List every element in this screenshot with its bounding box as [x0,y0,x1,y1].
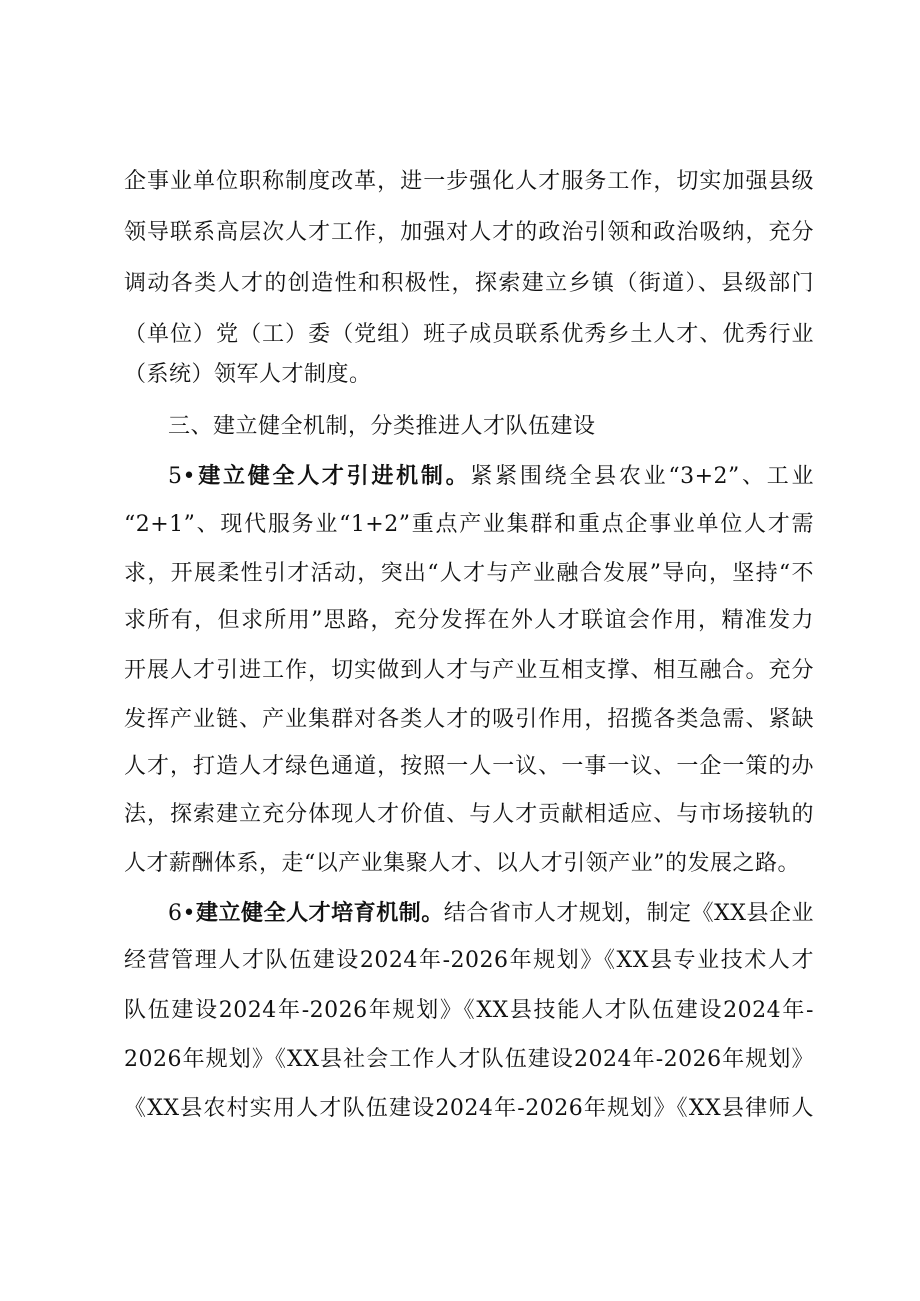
para6-line-2: 经营管理人才队伍建设2024年-2026年规划》《XX县专业技术人才 [124,948,814,973]
para6-line-5: 《XX县农村实用人才队伍建设2024年-2026年规划》《XX县律师人 [124,1096,814,1121]
para5-line-2: “2+1”、现代服务业“1+2”重点产业集群和重点企事业单位人才需 [124,512,814,537]
para5-line-5: 开展人才引进工作，切实做到人才与产业互相支撑、相互融合。充分 [124,658,814,683]
para1-line-3: 调动各类人才的创造性和积极性，探索建立乡镇（街道）、县级部门 [124,271,814,296]
para1-line-4: （单位）党（工）委（党组）班子成员联系优秀乡土人才、优秀行业 [124,322,814,347]
para1-line-1: 企事业单位职称制度改革，进一步强化人才服务工作，切实加强县级 [124,169,814,194]
para6-first-line-rest: 结合省市人才规划，制定《XX县企业 [443,901,814,926]
para5-line-8: 法，探索建立充分体现人才价值、与人才贡献相适应、与市场接轨的 [124,802,814,827]
para6-line-3: 队伍建设2024年-2026年规划》《XX县技能人才队伍建设2024年- [124,998,814,1023]
para1-line-2: 领导联系高层次人才工作，加强对人才的政治引领和政治吸纳，充分 [124,220,814,245]
para5-line-6: 发挥产业链、产业集群对各类人才的吸引作用，招揽各类急需、紧缺 [124,707,814,732]
para1-line-5: （系统）领军人才制度。 [124,362,372,387]
section-heading: 三、建立健全机制，分类推进人才队伍建设 [168,414,596,439]
para5-title: 建立健全人才引进机制。 [195,463,471,489]
para6-number: 6• [168,901,196,926]
para5-line-3: 求，开展柔性引才活动，突出“人才与产业融合发展”导向，坚持“不 [124,561,814,586]
para5-first-line [168,461,814,492]
para5-line-4: 求所有，但求所用”思路，充分发挥在外人才联谊会作用，精准发力 [124,608,814,633]
para6-line-4: 2026年规划》《XX县社会工作人才队伍建设2024年-2026年规划》 [124,1047,814,1072]
para6-first-line [168,898,814,929]
para6-title: 建立健全人才培育机制。 [195,900,444,926]
para5-first-line-rest: 紧紧围绕全县农业“3+2”、工业 [470,464,814,489]
para5-line-7: 人才，打造人才绿色通道，按照一人一议、一事一议、一企一策的办 [124,754,814,779]
para5-number: 5• [168,464,196,489]
para5-line-9: 人才薪酬体系，走“以产业集聚人才、以人才引领产业”的发展之路。 [124,851,800,876]
